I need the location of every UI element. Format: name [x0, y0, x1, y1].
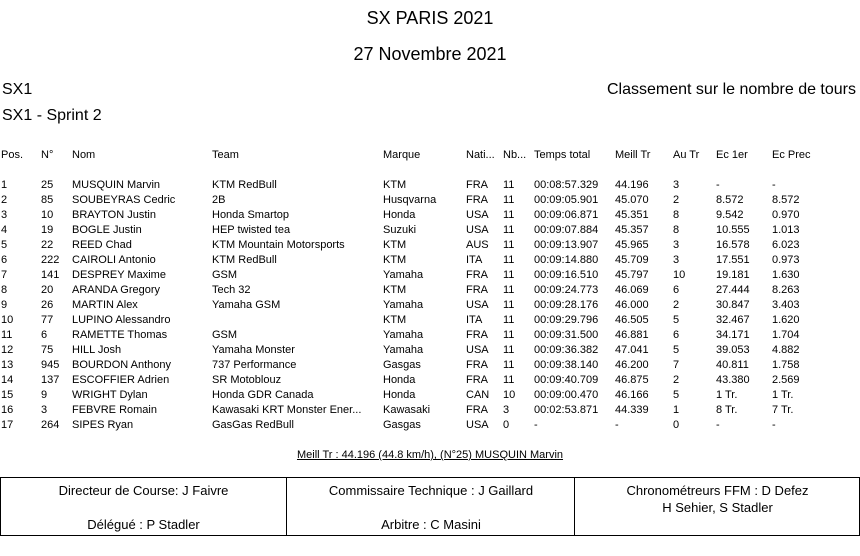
number-cell: 137 [41, 374, 60, 386]
brand-cell: Husqvarna [383, 194, 437, 206]
col-nat: Nati... [466, 149, 495, 161]
team-cell: 737 Performance [212, 359, 297, 371]
gap-previous-cell: 3.403 [772, 299, 800, 311]
brand-cell: Kawasaki [383, 404, 431, 416]
best-lap-cell: 45.357 [615, 224, 649, 236]
table-row [0, 178, 860, 193]
col-time: Temps total [534, 149, 591, 161]
best-lap-number-cell: 5 [673, 344, 680, 356]
brand-cell: KTM [383, 239, 407, 251]
best-lap-number-cell: 2 [673, 299, 680, 311]
rider-name-cell: BOURDON Anthony [72, 359, 172, 371]
best-lap-cell: 44.339 [615, 404, 649, 416]
chrono-line2: H Sehier, S Stadler [662, 500, 773, 515]
gap-leader-cell: 8.572 [716, 194, 744, 206]
best-lap-number-cell: 2 [673, 374, 680, 386]
col-ecp: Ec Prec [772, 149, 811, 161]
pos-cell: 1 [1, 179, 8, 191]
rider-name-cell: CAIROLI Antonio [72, 254, 156, 266]
brand-cell: Yamaha [383, 329, 424, 341]
best-lap-cell: 44.196 [615, 179, 649, 191]
officials-cell-director [1, 478, 286, 535]
gap-leader-cell: 40.811 [716, 359, 749, 371]
ranking-note: Classement sur le nombre de tours [607, 81, 856, 98]
brand-cell: Yamaha [383, 299, 424, 311]
rider-name-cell: HILL Josh [72, 344, 122, 356]
total-time-cell: 00:09:28.176 [534, 299, 599, 311]
gap-leader-cell: 32.467 [716, 314, 750, 326]
best-lap-number-cell: 8 [673, 224, 680, 236]
best-lap-number-cell: 6 [673, 329, 680, 341]
table-row [0, 283, 860, 298]
pos-cell: 17 [1, 419, 14, 431]
table-row [0, 268, 860, 283]
rider-name-cell: MARTIN Alex [72, 299, 138, 311]
best-lap-cell: 46.166 [615, 389, 649, 401]
pos-cell: 13 [1, 359, 14, 371]
rider-name-cell: REED Chad [72, 239, 132, 251]
number-cell: 77 [41, 314, 54, 326]
gap-previous-cell: 1.704 [772, 329, 800, 341]
best-lap-number-cell: 8 [673, 209, 680, 221]
best-lap-cell: 46.069 [615, 284, 649, 296]
total-time-cell: 00:09:05.901 [534, 194, 599, 206]
number-cell: 945 [41, 359, 60, 371]
pos-cell: 8 [1, 284, 8, 296]
total-time-cell: 00:09:14.880 [534, 254, 599, 266]
table-row [0, 418, 860, 433]
number-cell: 10 [41, 209, 54, 221]
nation-cell: USA [466, 209, 489, 221]
gap-previous-cell: 1 Tr. [772, 389, 794, 401]
nation-cell: USA [466, 224, 489, 236]
gap-leader-cell: 27.444 [716, 284, 750, 296]
gap-previous-cell: - [772, 419, 776, 431]
number-cell: 19 [41, 224, 54, 236]
laps-cell: 10 [503, 389, 516, 401]
total-time-cell: 00:09:07.884 [534, 224, 599, 236]
total-time-cell: 00:09:40.709 [534, 374, 599, 386]
best-lap-number-cell: 5 [673, 389, 680, 401]
brand-cell: Gasgas [383, 419, 421, 431]
best-lap-note: Meill Tr : 44.196 (44.8 km/h), (N°25) MUSQUIN Marvin [296, 449, 564, 461]
team-cell: SR Motoblouz [212, 374, 282, 386]
pos-cell: 5 [1, 239, 8, 251]
best-lap-cell: 46.881 [615, 329, 649, 341]
pos-cell: 9 [1, 299, 8, 311]
officials-cell-commissaire [286, 478, 575, 535]
team-cell: GSM [212, 269, 238, 281]
best-lap-cell: 46.505 [615, 314, 649, 326]
gap-leader-cell: 1 Tr. [716, 389, 738, 401]
number-cell: 25 [41, 179, 54, 191]
laps-cell: 0 [503, 419, 510, 431]
gap-leader-cell: 30.847 [716, 299, 750, 311]
number-cell: 6 [41, 329, 48, 341]
total-time-cell: 00:09:36.382 [534, 344, 599, 356]
gap-previous-cell: 1.013 [772, 224, 800, 236]
total-time-cell: 00:09:16.510 [534, 269, 599, 281]
best-lap-cell: 45.070 [615, 194, 649, 206]
pos-cell: 4 [1, 224, 8, 236]
table-row [0, 238, 860, 253]
col-team: Team [212, 149, 239, 161]
rider-name-cell: FEBVRE Romain [72, 404, 157, 416]
table-row [0, 403, 860, 418]
table-row [0, 193, 860, 208]
col-name: Nom [72, 149, 96, 161]
rider-name-cell: BOGLE Justin [72, 224, 142, 236]
brand-cell: Suzuki [383, 224, 417, 236]
laps-cell: 11 [503, 299, 515, 311]
team-cell: Yamaha Monster [212, 344, 295, 356]
team-cell: GSM [212, 329, 238, 341]
nation-cell: FRA [466, 359, 488, 371]
rider-name-cell: ARANDA Gregory [72, 284, 161, 296]
brand-cell: Yamaha [383, 344, 424, 356]
best-lap-cell: - [615, 419, 619, 431]
laps-cell: 11 [503, 269, 515, 281]
laps-cell: 11 [503, 179, 515, 191]
total-time-cell: 00:09:24.773 [534, 284, 599, 296]
table-row [0, 253, 860, 268]
brand-cell: Gasgas [383, 359, 421, 371]
team-cell: KTM RedBull [212, 179, 277, 191]
gap-previous-cell: 2.569 [772, 374, 800, 386]
laps-cell: 11 [503, 284, 515, 296]
rider-name-cell: LUPINO Alessandro [72, 314, 171, 326]
rider-name-cell: DESPREY Maxime [72, 269, 166, 281]
laps-cell: 11 [503, 209, 515, 221]
pos-cell: 10 [1, 314, 14, 326]
number-cell: 75 [41, 344, 54, 356]
table-row [0, 388, 860, 403]
arbitre-text: Arbitre : C Masini [381, 517, 481, 532]
best-lap-cell: 46.875 [615, 374, 649, 386]
table-row [0, 358, 860, 373]
event-date: 27 Novembre 2021 [353, 44, 507, 64]
team-cell: Yamaha GSM [212, 299, 281, 311]
gap-leader-cell: 10.555 [716, 224, 750, 236]
gap-leader-cell: 43.380 [716, 374, 750, 386]
best-lap-cell: 45.965 [615, 239, 649, 251]
team-cell: Honda GDR Canada [212, 389, 314, 401]
col-num: N° [41, 149, 54, 161]
brand-cell: KTM [383, 254, 407, 266]
total-time-cell: 00:09:00.470 [534, 389, 599, 401]
laps-cell: 11 [503, 314, 515, 326]
number-cell: 22 [41, 239, 54, 251]
rider-name-cell: RAMETTE Thomas [72, 329, 168, 341]
col-ec1: Ec 1er [716, 149, 748, 161]
number-cell: 9 [41, 389, 48, 401]
laps-cell: 11 [503, 239, 515, 251]
chrono-line1: Chronométreurs FFM : D Defez [626, 483, 809, 498]
best-lap-number-cell: 6 [673, 284, 680, 296]
gap-previous-cell: 8.572 [772, 194, 800, 206]
table-row [0, 328, 860, 343]
best-lap-cell: 46.200 [615, 359, 649, 371]
gap-previous-cell: 0.973 [772, 254, 800, 266]
team-cell: 2B [212, 194, 226, 206]
rider-name-cell: MUSQUIN Marvin [72, 179, 161, 191]
nation-cell: USA [466, 299, 489, 311]
laps-cell: 11 [503, 254, 515, 266]
gap-leader-cell: 34.171 [716, 329, 750, 341]
total-time-cell: 00:09:38.140 [534, 359, 599, 371]
gap-leader-cell: 19.181 [716, 269, 750, 281]
total-time-cell: 00:08:57.329 [534, 179, 599, 191]
total-time-cell: 00:09:06.871 [534, 209, 599, 221]
rider-name-cell: BRAYTON Justin [72, 209, 156, 221]
number-cell: 20 [41, 284, 54, 296]
team-cell: KTM Mountain Motorsports [212, 239, 345, 251]
rider-name-cell: SOUBEYRAS Cedric [72, 194, 176, 206]
pos-cell: 15 [1, 389, 14, 401]
laps-cell: 11 [503, 224, 515, 236]
gap-leader-cell: 17.551 [716, 254, 750, 266]
best-lap-cell: 45.797 [615, 269, 649, 281]
col-marque: Marque [383, 149, 421, 161]
pos-cell: 6 [1, 254, 8, 266]
team-cell: HEP twisted tea [212, 224, 291, 236]
col-pos: Pos. [1, 149, 24, 161]
delegue-text: Délégué : P Stadler [87, 517, 200, 532]
gap-previous-cell: 1.620 [772, 314, 800, 326]
nation-cell: FRA [466, 374, 488, 386]
nation-cell: FRA [466, 404, 488, 416]
gap-previous-cell: 1.758 [772, 359, 800, 371]
laps-cell: 11 [503, 374, 515, 386]
gap-previous-cell: 0.970 [772, 209, 800, 221]
brand-cell: Honda [383, 374, 416, 386]
team-cell: KTM RedBull [212, 254, 277, 266]
race-label: SX1 - Sprint 2 [2, 107, 102, 124]
team-cell: GasGas RedBull [212, 419, 294, 431]
team-cell: Honda Smartop [212, 209, 290, 221]
number-cell: 264 [41, 419, 60, 431]
commissaire-text: Commissaire Technique : J Gaillard [328, 483, 534, 498]
pos-cell: 12 [1, 344, 14, 356]
gap-leader-cell: 8 Tr. [716, 404, 738, 416]
gap-previous-cell: - [772, 179, 776, 191]
laps-cell: 11 [503, 344, 515, 356]
col-meill: Meill Tr [615, 149, 651, 161]
nation-cell: ITA [466, 314, 483, 326]
pos-cell: 3 [1, 209, 8, 221]
nation-cell: FRA [466, 329, 488, 341]
total-time-cell: 00:09:31.500 [534, 329, 599, 341]
brand-cell: KTM [383, 284, 407, 296]
col-nb: Nb... [503, 149, 527, 161]
best-lap-number-cell: 1 [673, 404, 680, 416]
best-lap-cell: 46.000 [615, 299, 649, 311]
laps-cell: 11 [503, 194, 515, 206]
best-lap-number-cell: 5 [673, 314, 680, 326]
best-lap-cell: 47.041 [615, 344, 649, 356]
best-lap-number-cell: 0 [673, 419, 680, 431]
laps-cell: 3 [503, 404, 510, 416]
gap-leader-cell: 39.053 [716, 344, 750, 356]
nation-cell: AUS [466, 239, 489, 251]
best-lap-number-cell: 7 [673, 359, 680, 371]
table-row [0, 208, 860, 223]
pos-cell: 14 [1, 374, 14, 386]
gap-previous-cell: 1.630 [772, 269, 800, 281]
number-cell: 85 [41, 194, 54, 206]
gap-previous-cell: 8.263 [772, 284, 800, 296]
table-row [0, 298, 860, 313]
gap-leader-cell: - [716, 419, 720, 431]
event-title: SX PARIS 2021 [366, 8, 494, 28]
best-lap-number-cell: 3 [673, 254, 680, 266]
table-row [0, 343, 860, 358]
gap-previous-cell: 4.882 [772, 344, 800, 356]
brand-cell: KTM [383, 179, 407, 191]
best-lap-cell: 45.709 [615, 254, 649, 266]
gap-leader-cell: 9.542 [716, 209, 744, 221]
total-time-cell: - [534, 419, 538, 431]
best-lap-number-cell: 3 [673, 179, 680, 191]
table-row [0, 313, 860, 328]
gap-previous-cell: 7 Tr. [772, 404, 794, 416]
total-time-cell: 00:02:53.871 [534, 404, 599, 416]
nation-cell: FRA [466, 284, 488, 296]
pos-cell: 2 [1, 194, 8, 206]
team-cell: Kawasaki KRT Monster Ener... [212, 404, 362, 416]
nation-cell: USA [466, 344, 489, 356]
brand-cell: Yamaha [383, 269, 424, 281]
best-lap-cell: 45.351 [615, 209, 649, 221]
rider-name-cell: WRIGHT Dylan [72, 389, 148, 401]
gap-leader-cell: 16.578 [716, 239, 750, 251]
number-cell: 222 [41, 254, 60, 266]
laps-cell: 11 [503, 359, 515, 371]
gap-leader-cell: - [716, 179, 720, 191]
rider-name-cell: ESCOFFIER Adrien [72, 374, 170, 386]
best-lap-number-cell: 3 [673, 239, 680, 251]
table-row [0, 373, 860, 388]
class-label: SX1 [2, 81, 33, 98]
nation-cell: ITA [466, 254, 483, 266]
laps-cell: 11 [503, 329, 515, 341]
team-cell: Tech 32 [212, 284, 251, 296]
col-autr: Au Tr [673, 149, 700, 161]
number-cell: 141 [41, 269, 60, 281]
officials-box [0, 477, 860, 536]
brand-cell: Honda [383, 209, 416, 221]
table-row [0, 223, 860, 238]
number-cell: 26 [41, 299, 54, 311]
nation-cell: CAN [466, 389, 490, 401]
rider-name-cell: SIPES Ryan [72, 419, 134, 431]
nation-cell: FRA [466, 194, 488, 206]
pos-cell: 16 [1, 404, 14, 416]
directeur-text: Directeur de Course: J Faivre [58, 483, 229, 498]
total-time-cell: 00:09:29.796 [534, 314, 599, 326]
number-cell: 3 [41, 404, 48, 416]
officials-cell-chrono [574, 478, 860, 535]
best-lap-number-cell: 2 [673, 194, 680, 206]
total-time-cell: 00:09:13.907 [534, 239, 599, 251]
nation-cell: FRA [466, 179, 488, 191]
pos-cell: 7 [1, 269, 8, 281]
brand-cell: Honda [383, 389, 416, 401]
pos-cell: 11 [1, 329, 13, 341]
gap-previous-cell: 6.023 [772, 239, 800, 251]
nation-cell: USA [466, 419, 489, 431]
best-lap-number-cell: 10 [673, 269, 686, 281]
nation-cell: FRA [466, 269, 488, 281]
brand-cell: KTM [383, 314, 407, 326]
